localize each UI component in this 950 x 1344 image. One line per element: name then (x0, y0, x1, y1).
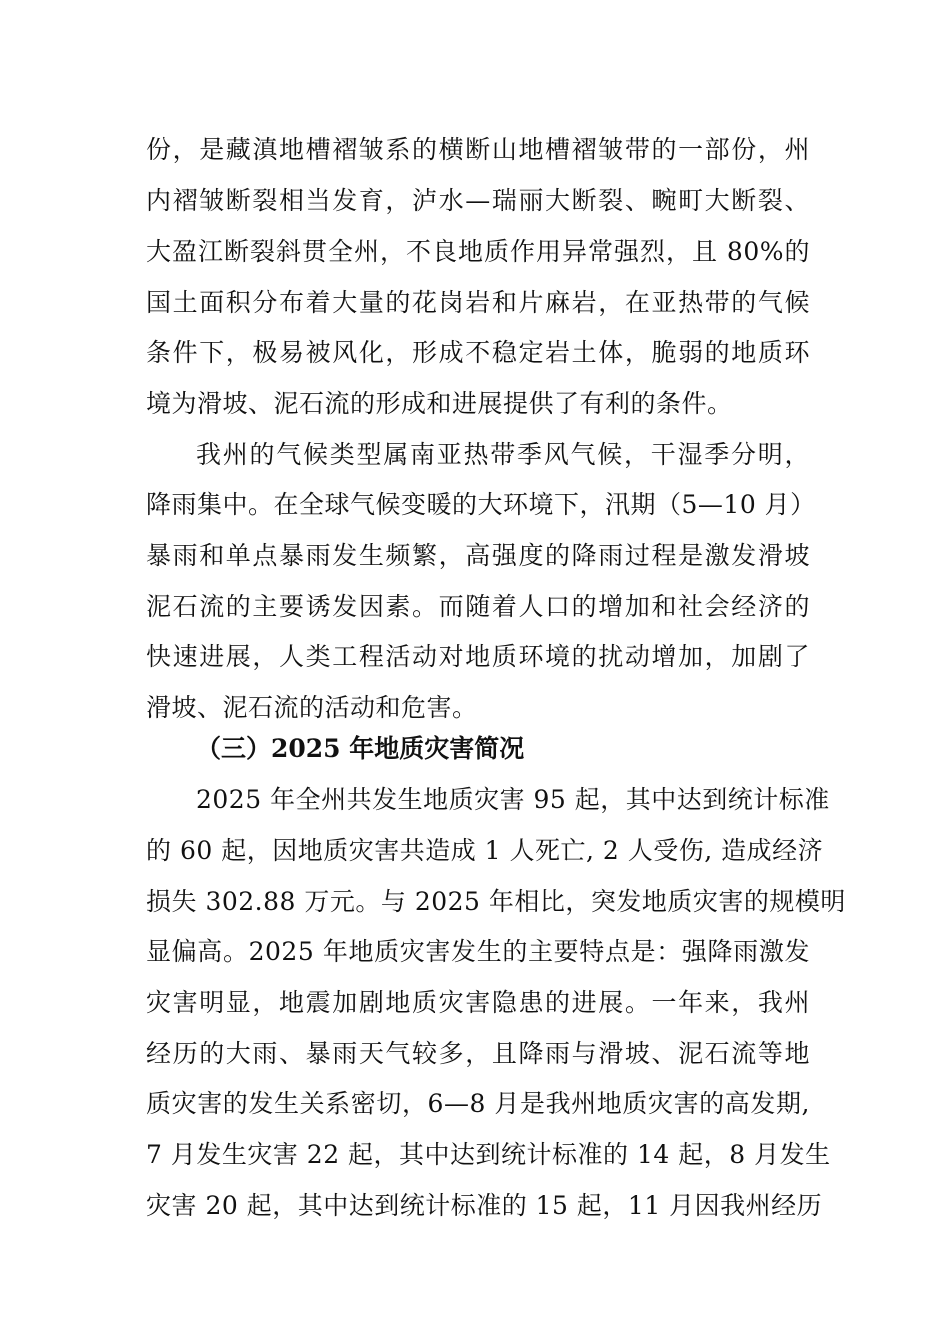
paragraph-2-line-3: 暴雨和单点暴雨发生频繁，高强度的降雨过程是激发滑坡 (146, 541, 810, 570)
paragraph-1-line-5: 条件下，极易被风化，形成不稳定岩土体，脆弱的地质环 (146, 338, 810, 367)
paragraph-3-line-2: 的 60 起，因地质灾害共造成 1 人死亡, 2 人受伤, 造成经济 (146, 836, 824, 865)
paragraph-2-line-1: 我州的气候类型属南亚热带季风气候，干湿季分明， (196, 440, 810, 469)
paragraph-2-line-5: 快速进展，人类工程活动对地质环境的扰动增加，加剧了 (146, 642, 810, 671)
paragraph-3-line-9: 灾害 20 起，其中达到统计标准的 15 起，11 月因我州经历 (146, 1191, 823, 1220)
paragraph-2-line-2: 降雨集中。在全球气候变暖的大环境下，汛期（5—10 月） (146, 490, 816, 519)
paragraph-3-line-1: 2025 年全州共发生地质灾害 95 起，其中达到统计标准 (196, 785, 830, 814)
paragraph-3-line-3: 损失 302.88 万元。与 2025 年相比，突发地质灾害的规模明 (146, 887, 846, 916)
paragraph-1-line-6: 境为滑坡、泥石流的形成和进展提供了有利的条件。 (146, 389, 733, 418)
paragraph-3-line-4: 显偏高。2025 年地质灾害发生的主要特点是：强降雨激发 (146, 937, 810, 966)
paragraph-1-line-1: 份，是藏滇地槽褶皱系的横断山地槽褶皱带的一部份，州 (146, 135, 810, 164)
paragraph-3-line-7: 质灾害的发生关系密切，6—8 月是我州地质灾害的高发期, (146, 1089, 810, 1118)
paragraph-2-line-4: 泥石流的主要诱发因素。而随着人口的增加和社会经济的 (146, 592, 810, 621)
paragraph-3-line-8: 7 月发生灾害 22 起，其中达到统计标准的 14 起，8 月发生 (146, 1140, 831, 1169)
paragraph-2-line-6: 滑坡、泥石流的活动和危害。 (146, 693, 478, 722)
section-heading: （三）2025 年地质灾害简况 (196, 734, 525, 763)
paragraph-1-line-2: 内褶皱断裂相当发育，泸水—瑞丽大断裂、畹町大断裂、 (146, 186, 810, 215)
paragraph-1-line-4: 国土面积分布着大量的花岗岩和片麻岩，在亚热带的气候 (146, 288, 810, 317)
paragraph-3-line-5: 灾害明显，地震加剧地质灾害隐患的进展。一年来，我州 (146, 988, 810, 1017)
paragraph-3-line-6: 经历的大雨、暴雨天气较多，且降雨与滑坡、泥石流等地 (146, 1039, 810, 1068)
paragraph-1-line-3: 大盈江断裂斜贯全州，不良地质作用异常强烈，且 80%的 (146, 237, 810, 266)
